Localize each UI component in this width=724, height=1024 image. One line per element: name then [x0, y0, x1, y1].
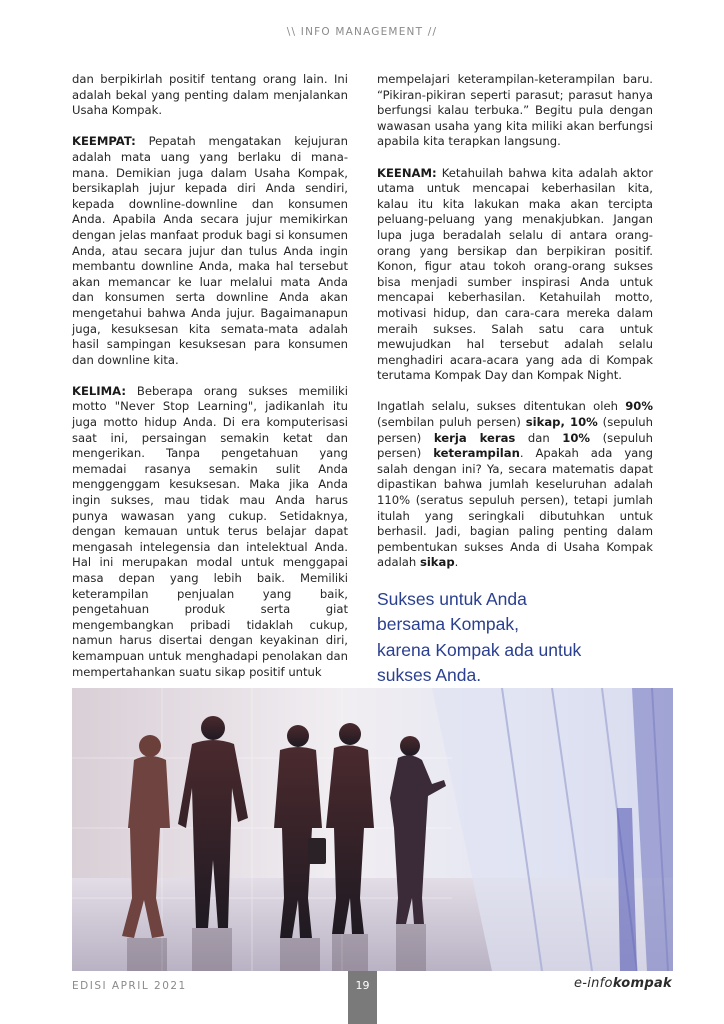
paragraph-intro: dan berpikirlah positif tentang orang lain. Ini adalah bekal yang penting dalam menjalankan Usaha Kompak.: [72, 72, 348, 118]
pull-quote-line: karena Kompak ada untuk: [377, 639, 582, 660]
pull-quote-line: bersama Kompak,: [377, 614, 520, 635]
business-people-photo: [72, 688, 673, 971]
brand-logo: e-infokompak: [573, 976, 672, 991]
keempat-label: KEEMPAT:: [72, 134, 136, 149]
pull-quote-line: Sukses untuk Anda: [377, 588, 527, 609]
paragraph-keempat: KEEMPAT: Pepatah mengatakan kejujuran adalah mata uang yang berlaku di mana-mana. Demikian juga dalam Usaha Kompak, bersikaplah jujur kepada diri Anda sendiri, kepada downline-downline dan konsumen Anda. Apabila Anda secara jujur memikirkan dengan jelas manfaat produk bagi si konsumen Anda, atau secara jujur dan tulus Anda ingin membantu downline Anda, maka hal tersebut akan memancar ke luar melalui mata Anda dan konsumen serta downline Anda akan mengetahui bahwa Anda jujur. Bagaimanapun juga, kesuksesan kita semata-mata adalah hasil sampingan kesuksesan para konsumen dan downline kita.: [72, 134, 348, 367]
kelima-label: KELIMA:: [72, 383, 126, 398]
pull-quote-line: sukses Anda.: [377, 665, 482, 686]
paragraph-kelima: KELIMA: Beberapa orang sukses memiliki motto "Never Stop Learning", jadikanlah itu juga motto hidup Anda. Di era komputerisasi saat ini, persaingan semakin ketat dan mengerikan. Tanpa pengetahuan yang memadai rasanya semakin sulit Anda menggenggam kesuksesan. Maka jika Anda ingin sukses, mau tidak mau Anda harus punya wawasan yang cukup. Setidaknya, dengan kemauan untuk terus belajar dapat mengasah intelegensia dan intelektual Anda. Hal ini merupakan modal untuk menggapai masa depan yang lebih baik. Memiliki keterampilan penjualan yang baik, pengetahuan produk serta giat mengembangkan pribadi tidaklah cukup, namun harus disertai dengan keyakinan diri, kemampuan untuk menghadapi penolakan dan mempertahankan suatu sikap positif untuk: [72, 383, 348, 679]
page-number-tab: [348, 971, 377, 1024]
pull-quote: [377, 587, 653, 689]
edition-label: EDISI APRIL 2021: [72, 980, 187, 992]
section-header: \\ INFO MANAGEMENT //: [286, 26, 438, 38]
keenam-label: KEENAM:: [377, 165, 437, 180]
left-column: [72, 72, 348, 696]
paragraph-continued: mempelajari keterampilan-keterampilan baru. “Pikiran-pikiran seperti parasut; parasut hanya berfungsi kalau terbuka.” Begitu pula dengan wawasan usaha yang kita miliki akan berfungsi apabila kita terapkan langsung.: [377, 72, 653, 149]
photo-illustration: [72, 688, 673, 971]
paragraph-keenam: KEENAM: Ketahuilah bahwa kita adalah aktor utama untuk mencapai keberhasilan kita, kalau itu kita lakukan maka akan tercipta peluang-peluang yang menakjubkan. Jangan lupa juga beradalah selalu di antara orang-orang yang bersikap dan berpikiran positif. Konon, figur atau tokoh orang-orang sukses bisa menjadi sumber inspirasi Anda untuk mencapai keberhasilan. Ketahuilah motto, motivasi hidup, dan cara-cara mereka dalam meraih sukses. Salah satu cara untuk mewujudkan hal tersebut adalah selalu menghadiri acara-acara yang ada di Kompak terutama Kompak Day dan Kompak Night.: [377, 165, 653, 383]
paragraph-ingatlah: Ingatlah selalu, sukses ditentukan oleh 90% (sembilan puluh persen) sikap, 10% (sepuluh persen) kerja keras dan 10% (sepuluh persen) keterampilan. Apakah ada yang salah dengan ini? Ya, secara matematis dapat dipastikan bahwa jumlah keseluruhan adalah 110% (seratus sepuluh persen), tetapi jumlah itulah yang seringkali dibutuhkan untuk berhasil. Jadi, bagian paling penting dalam pembentukan sukses Anda di Usaha Kompak adalah sikap.: [377, 399, 653, 570]
right-column: [377, 72, 653, 689]
page-number: 19: [355, 979, 370, 992]
